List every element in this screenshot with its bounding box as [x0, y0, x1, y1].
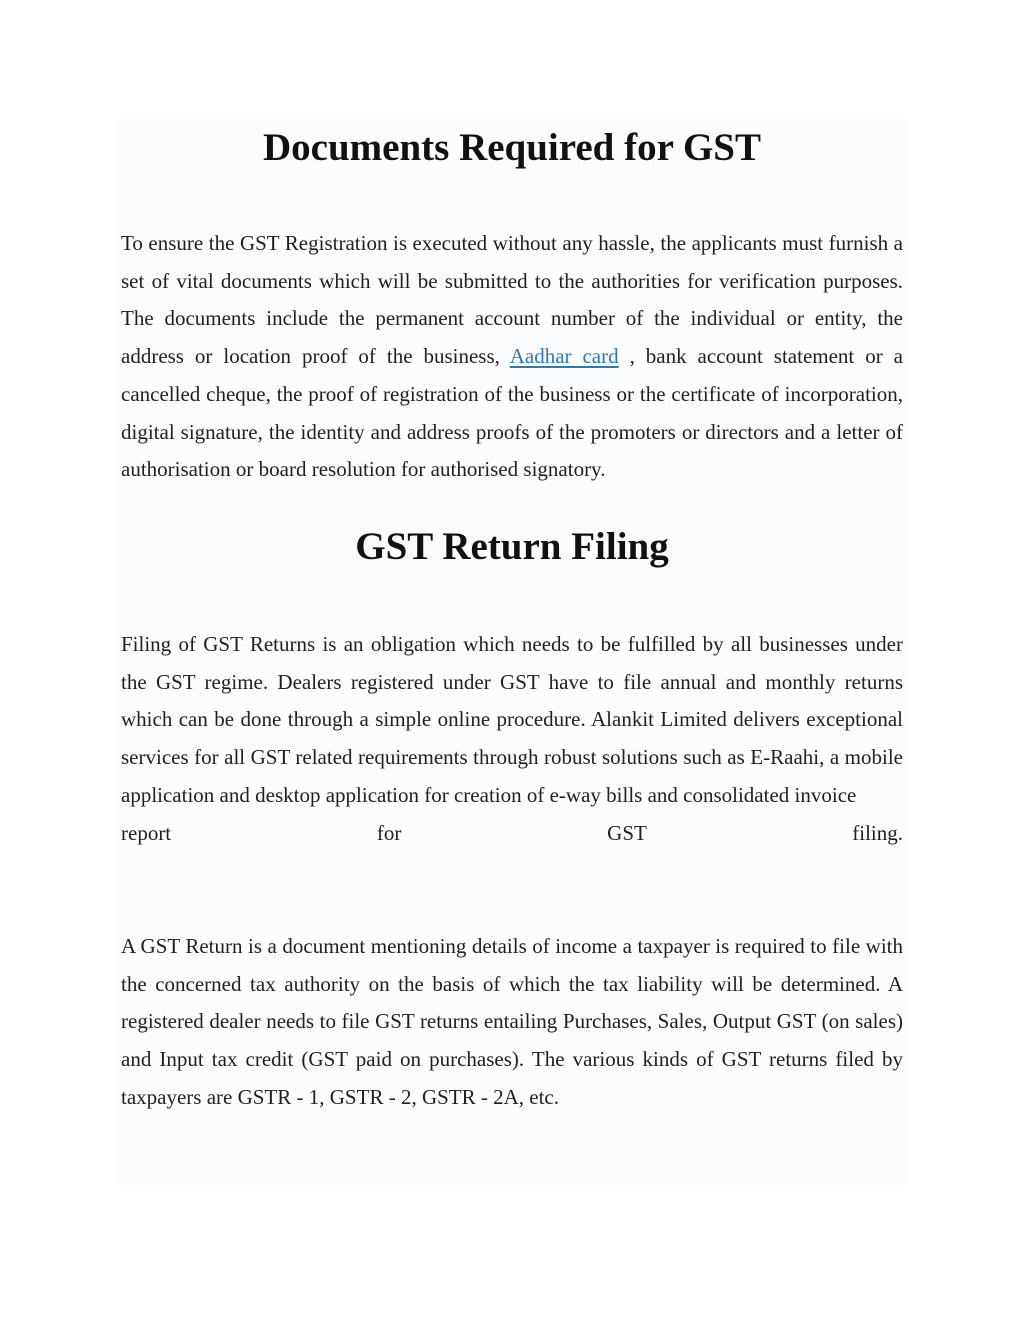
- section-title-documents: Documents Required for GST: [263, 126, 761, 169]
- section-title-return-filing: GST Return Filing: [355, 525, 669, 568]
- content-panel: [118, 118, 906, 1186]
- return-filing-paragraph: [121, 626, 903, 852]
- aadhar-card-link[interactable]: Aadhar card: [509, 344, 619, 369]
- return-filing-last-line: report for GST filing.: [121, 820, 903, 845]
- gst-return-definition-paragraph: A GST Return is a document mentioning details of income a taxpayer is required to file with the concerned tax authority on the basis of which the tax liability will be determined. A registered dealer needs to file GST returns entailing Purchases, Sales, Output GST (on sales) and Input tax credit (GST paid on purchases). The various kinds of GST returns filed by taxpayers are GSTR - 1, GSTR - 2, GSTR - 2A, etc.: [121, 934, 903, 1109]
- documents-text-end: , bank account statement or a cancelled cheque, the proof of registration of the business or the certificate of incorporation, digital signature, the identity and address proofs of the promoters or directors and a letter of authorisation or board resolution for authorised signatory.: [121, 344, 903, 482]
- documents-paragraph: [121, 225, 903, 489]
- return-filing-text: Filing of GST Returns is an obligation which needs to be fulfilled by all businesses under the GST regime. Dealers registered under GST have to file annual and monthly returns which can be done through a simple online procedure. Alankit Limited delivers exceptional services for all GST related requirements through robust solutions such as E-Raahi, a mobile application and desktop application for creation of e-way bills and consolidated invoice: [121, 632, 903, 807]
- documents-text-start: To ensure the GST Registration is executed without any hassle, the applicants must furnish a set of vital documents which will be submitted to the authorities for verification purposes. The documents include the permanent account number of the individual or entity, the address or location proof of the business,: [121, 231, 903, 369]
